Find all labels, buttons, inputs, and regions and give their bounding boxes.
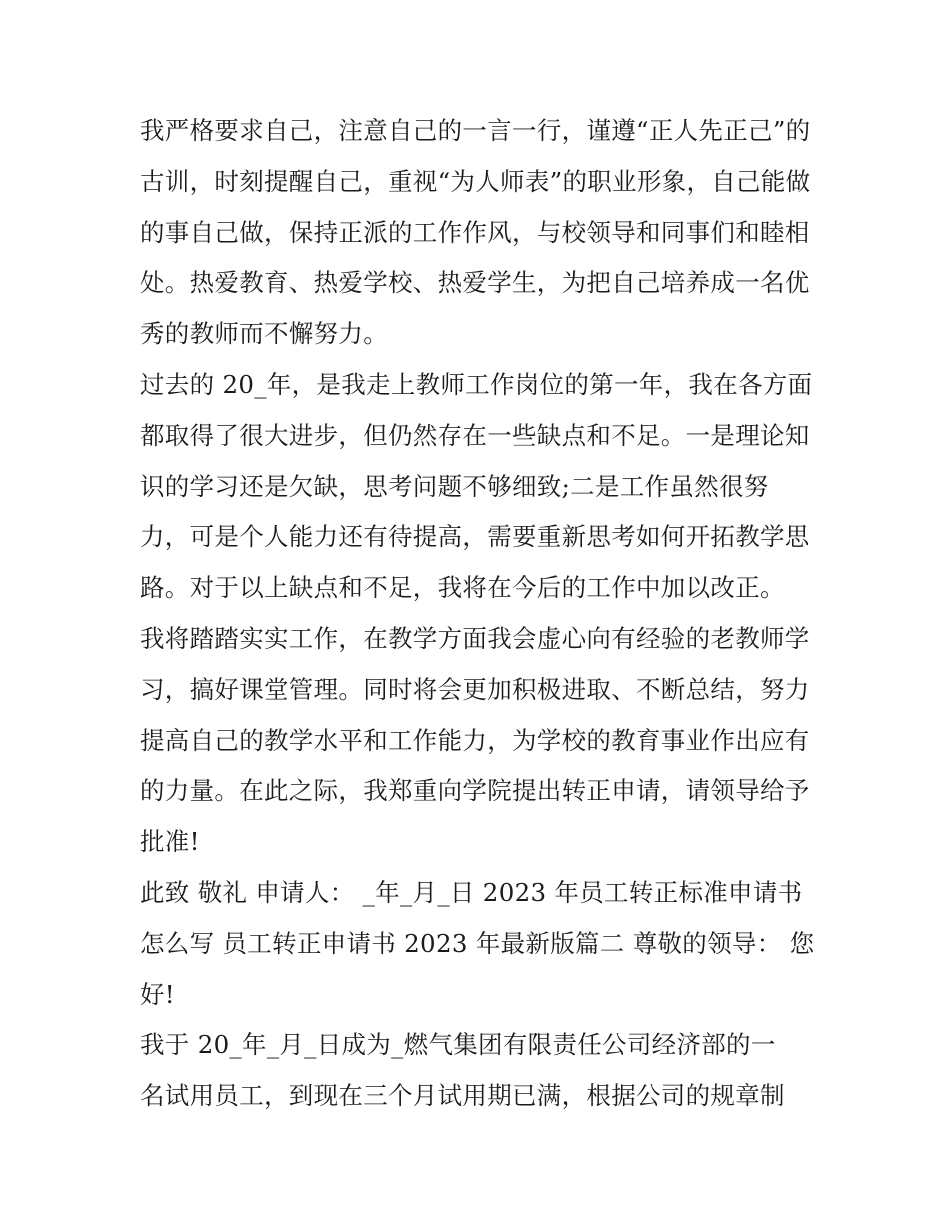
text-line: 都取得了很大进步，但仍然存在一些缺点和不足。一是理论知 — [140, 420, 810, 450]
text-line: 路。对于以上缺点和不足，我将在今后的工作中加以改正。 — [140, 573, 785, 603]
text-line: 的力量。在此之际，我郑重向学院提出转正申请，请领导给予 — [140, 776, 810, 806]
text-line: 的事自己做，保持正派的工作作风，与校领导和同事们和睦相 — [140, 217, 810, 247]
text-line: 习，搞好课堂管理。同时将会更加积极进取、不断总结，努力 — [140, 674, 810, 704]
text-line: 我将踏踏实实工作，在教学方面我会虚心向有经验的老教师学 — [140, 623, 810, 653]
text-line: 古训，时刻提醒自己，重视“为人师表”的职业形象，自己能做 — [140, 166, 811, 196]
text-line: 怎么写 员工转正申请书 2023 年最新版篇二 尊敬的领导： 您 — [140, 928, 815, 958]
text-line: 力，可是个人能力还有待提高，需要重新思考如何开拓教学思 — [140, 522, 810, 552]
text-line: 好! — [140, 979, 175, 1009]
text-line: 提高自己的教学水平和工作能力，为学校的教育事业作出应有 — [140, 725, 810, 755]
text-line: 名试用员工，到现在三个月试用期已满，根据公司的规章制 — [140, 1081, 785, 1111]
text-line: 识的学习还是欠缺，思考问题不够细致;二是工作虽然很努 — [140, 471, 769, 501]
text-line: 我于 20_年_月_日成为_燃气集团有限责任公司经济部的一 — [140, 1030, 776, 1060]
text-line: 秀的教师而不懈努力。 — [140, 319, 388, 349]
text-line: 处。热爱教育、热爱学校、热爱学生，为把自己培养成一名优 — [140, 268, 810, 298]
document-body — [140, 106, 820, 1122]
text-line: 我严格要求自己，注意自己的一言一行，谨遵“正人先正己”的 — [140, 116, 811, 145]
text-line: 批准! — [140, 827, 200, 857]
text-line: 过去的 20_年，是我走上教师工作岗位的第一年，我在各方面 — [140, 369, 813, 399]
text-line: 此致 敬礼 申请人： _年_月_日 2023 年员工转正标准申请书 — [140, 877, 803, 907]
